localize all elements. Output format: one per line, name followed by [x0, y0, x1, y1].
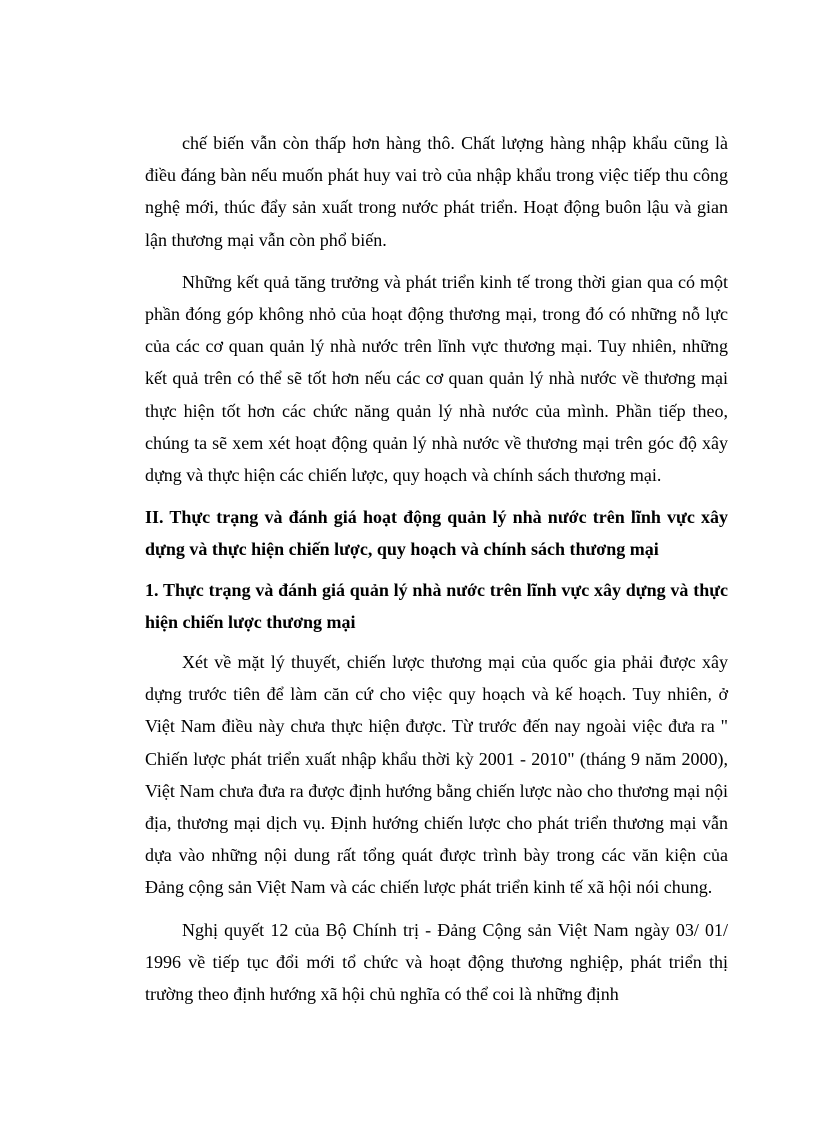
paragraph-3: Xét về mặt lý thuyết, chiến lược thương mại của quốc gia phải được xây dựng trước tiên để làm căn cứ cho việc quy hoạch và kế hoạch. Tuy nhiên, ở Việt Nam điều này chưa thực hiện được. Từ trước đến nay ngoài việc đưa ra " Chiến lược phát triển xuất nhập khẩu thời kỳ 2001 - 2010" (tháng 9 năm 2000), Việt Nam chưa đưa ra được định hướng bằng chiến lược nào cho thương mại nội địa, thương mại dịch vụ. Định hướng chiến lược cho phát triển thương mại vẫn dựa vào những nội dung rất tổng quát được trình bày trong các văn kiện của Đảng cộng sản Việt Nam và các chiến lược phát triển kinh tế xã hội nói chung. [145, 652, 728, 898]
paragraph-2: Những kết quả tăng trưởng và phát triển kinh tế trong thời gian qua có một phần đóng góp không nhỏ của hoạt động thương mại, trong đó có những nỗ lực của các cơ quan quản lý nhà nước trên lĩnh vực thương mại. Tuy nhiên, những kết quả trên có thể sẽ tốt hơn nếu các cơ quan quản lý nhà nước về thương mại thực hiện tốt hơn các chức năng quản lý nhà nước của mình. Phần tiếp theo, chúng ta sẽ xem xét hoạt động quản lý nhà nước về thương mại trên góc độ xây dựng và thực hiện các chiến lược, quy hoạch và chính sách thương mại. [145, 271, 728, 486]
section-heading: II. Thực trạng và đánh giá hoạt động quản lý nhà nước trên lĩnh vực xây dựng và thực hiện chiến lược, quy hoạch và chính sách thương mại [145, 507, 728, 560]
subsection-heading: 1. Thực trạng và đánh giá quản lý nhà nước trên lĩnh vực xây dựng và thực hiện chiến lược thương mại [145, 579, 728, 632]
paragraph-1: chế biến vẫn còn thấp hơn hàng thô. Chất lượng hàng nhập khẩu cũng là điều đáng bàn nếu muốn phát huy vai trò của nhập khẩu trong việc tiếp thu công nghệ mới, thúc đẩy sản xuất trong nước phát triển. Hoạt động buôn lậu và gian lận thương mại vẫn còn phổ biến. [145, 133, 728, 250]
paragraph-4: Nghị quyết 12 của Bộ Chính trị - Đảng Cộng sản Việt Nam ngày 03/ 01/ 1996 về tiếp tục đổi mới tổ chức và hoạt động thương nghiệp, phát triển thị trường theo định hướng xã hội chủ nghĩa có thể coi là những định [145, 919, 728, 1005]
